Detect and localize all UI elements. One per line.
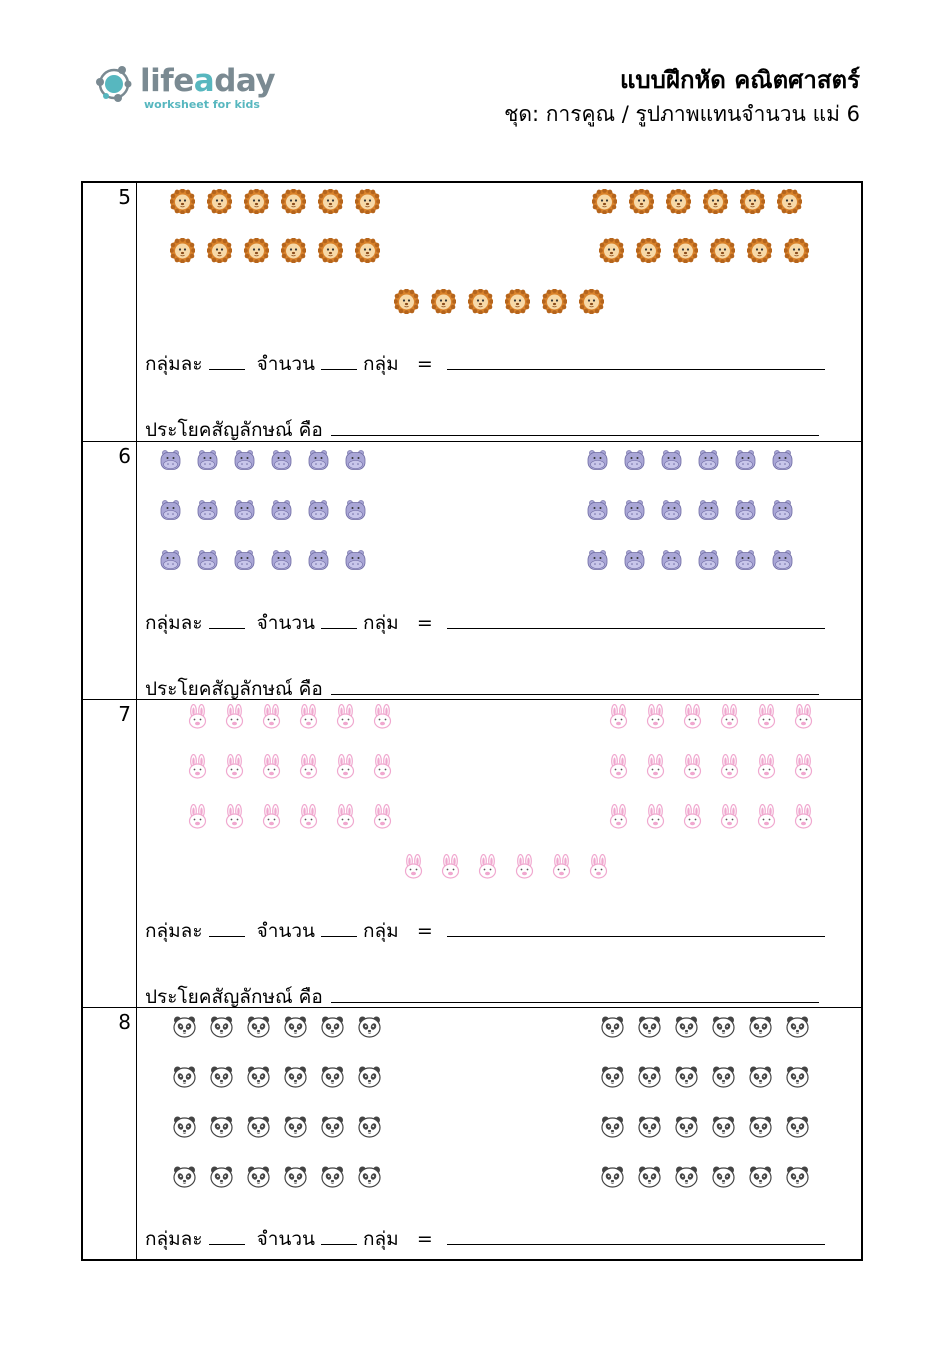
panda-icon (172, 1064, 197, 1089)
lion-icon (244, 189, 269, 214)
panda-icon (209, 1064, 234, 1089)
hippo-icon (622, 498, 647, 523)
groups-label: กลุ่ม (363, 920, 399, 942)
hippo-icon (585, 448, 610, 473)
problem-number: 8 (118, 1010, 131, 1034)
problem-5 (83, 183, 861, 441)
hippo-icon (696, 448, 721, 473)
hippo-icon (622, 448, 647, 473)
panda-icon (637, 1164, 662, 1189)
panda-icon (600, 1014, 625, 1039)
icon-group (592, 189, 802, 214)
lion-icon (207, 238, 232, 263)
panda-icon (600, 1164, 625, 1189)
answer-line (145, 608, 825, 638)
panda-icon (748, 1114, 773, 1139)
lion-icon (599, 238, 624, 263)
group-count-blank[interactable] (321, 1243, 357, 1245)
hippo-icon (659, 498, 684, 523)
group-count-blank[interactable] (321, 935, 357, 937)
panda-icon (320, 1014, 345, 1039)
icon-group (172, 1114, 382, 1139)
panda-icon (283, 1114, 308, 1139)
per-group-label: กลุ่มละ (145, 1228, 203, 1250)
lion-icon (777, 189, 802, 214)
sentence-blank[interactable] (331, 434, 819, 436)
panda-icon (674, 1064, 699, 1089)
panda-icon (320, 1164, 345, 1189)
icon-group (600, 1164, 810, 1189)
rabbit-icon (717, 754, 742, 779)
answer-blank[interactable] (447, 1243, 825, 1245)
worksheet-subtitle: ชุด: การคูณ / รูปภาพแทนจำนวน แม่ 6 (504, 102, 860, 126)
amount-label: จำนวน (256, 1228, 316, 1250)
icon-group (172, 1064, 382, 1089)
rabbit-icon (296, 754, 321, 779)
equals-sign: = (416, 920, 433, 942)
panda-icon (674, 1164, 699, 1189)
panda-icon (637, 1014, 662, 1039)
equals-sign: = (416, 1228, 433, 1250)
rabbit-icon (222, 754, 247, 779)
per-group-blank[interactable] (209, 935, 245, 937)
problem-number: 5 (118, 185, 131, 209)
panda-icon (320, 1064, 345, 1089)
lion-icon (170, 189, 195, 214)
lion-icon (431, 289, 456, 314)
rabbit-icon (680, 804, 705, 829)
hippo-icon (269, 448, 294, 473)
rabbit-icon (259, 754, 284, 779)
rabbit-icon (333, 704, 358, 729)
lion-icon (784, 238, 809, 263)
panda-icon (172, 1164, 197, 1189)
rabbit-icon (754, 804, 779, 829)
hippo-icon (585, 498, 610, 523)
brand-tagline: worksheet for kids (144, 98, 260, 111)
sentence-label: ประโยคสัญลักษณ์ คือ (145, 419, 323, 441)
hippo-icon (343, 448, 368, 473)
rabbit-icon (438, 854, 463, 879)
sentence-label: ประโยคสัญลักษณ์ คือ (145, 678, 323, 700)
rabbit-icon (185, 804, 210, 829)
panda-icon (209, 1114, 234, 1139)
rabbit-icon (296, 704, 321, 729)
panda-icon (246, 1014, 271, 1039)
groups-label: กลุ่ม (363, 1228, 399, 1250)
panda-icon (748, 1164, 773, 1189)
panda-icon (674, 1114, 699, 1139)
panda-icon (246, 1164, 271, 1189)
panda-icon (748, 1014, 773, 1039)
rabbit-icon (333, 754, 358, 779)
panda-icon (172, 1014, 197, 1039)
panda-icon (283, 1164, 308, 1189)
hippo-icon (696, 498, 721, 523)
answer-line (145, 1224, 825, 1254)
answer-line (145, 916, 825, 946)
lion-icon (505, 289, 530, 314)
lion-icon (542, 289, 567, 314)
lion-icon (710, 238, 735, 263)
rabbit-icon (717, 804, 742, 829)
brand-logo (92, 62, 282, 114)
rabbit-icon (680, 704, 705, 729)
panda-icon (246, 1064, 271, 1089)
icon-group (600, 1064, 810, 1089)
rabbit-icon (185, 704, 210, 729)
rabbit-icon (333, 804, 358, 829)
panda-icon (246, 1114, 271, 1139)
rabbit-icon (185, 754, 210, 779)
icon-group (170, 238, 380, 263)
icon-group (185, 754, 395, 779)
rabbit-icon (643, 704, 668, 729)
hippo-icon (269, 548, 294, 573)
lion-icon (207, 189, 232, 214)
icon-group (606, 704, 816, 729)
panda-icon (785, 1014, 810, 1039)
lion-icon (592, 189, 617, 214)
panda-icon (711, 1014, 736, 1039)
lion-icon (281, 238, 306, 263)
lion-icon (747, 238, 772, 263)
lion-icon (355, 238, 380, 263)
lion-icon (468, 289, 493, 314)
groups-label: กลุ่ม (363, 612, 399, 634)
icon-group (185, 804, 395, 829)
panda-icon (357, 1114, 382, 1139)
amount-label: จำนวน (256, 612, 316, 634)
hippo-icon (306, 498, 331, 523)
icon-group (600, 1114, 810, 1139)
rabbit-icon (549, 854, 574, 879)
per-group-blank[interactable] (209, 368, 245, 370)
hippo-icon (232, 548, 257, 573)
lion-icon (318, 189, 343, 214)
per-group-blank[interactable] (209, 1243, 245, 1245)
panda-icon (357, 1064, 382, 1089)
lion-icon (636, 238, 661, 263)
hippo-icon (195, 498, 220, 523)
sentence-blank[interactable] (331, 693, 819, 695)
rabbit-icon (259, 704, 284, 729)
rabbit-icon (222, 704, 247, 729)
problem-number: 7 (118, 702, 131, 726)
hippo-icon (733, 448, 758, 473)
hippo-icon (158, 498, 183, 523)
rabbit-icon (259, 804, 284, 829)
panda-icon (600, 1064, 625, 1089)
icon-group (172, 1164, 382, 1189)
icon-group (401, 854, 611, 879)
icon-group (170, 189, 380, 214)
icon-group (606, 754, 816, 779)
hippo-icon (306, 448, 331, 473)
problem-number: 6 (118, 444, 131, 468)
per-group-label: กลุ่มละ (145, 920, 203, 942)
panda-icon (748, 1064, 773, 1089)
group-count-blank[interactable] (321, 368, 357, 370)
lion-icon (666, 189, 691, 214)
hippo-icon (195, 448, 220, 473)
panda-icon (711, 1114, 736, 1139)
icon-group (606, 804, 816, 829)
hippo-icon (158, 548, 183, 573)
rabbit-icon (791, 704, 816, 729)
per-group-label: กลุ่มละ (145, 353, 203, 375)
rabbit-icon (606, 704, 631, 729)
worksheet-title: แบบฝึกหัด คณิตศาสตร์ (619, 66, 860, 94)
rabbit-icon (791, 754, 816, 779)
panda-icon (785, 1064, 810, 1089)
lion-icon (629, 189, 654, 214)
panda-icon (637, 1064, 662, 1089)
problem-8 (83, 1007, 861, 1262)
rabbit-icon (401, 854, 426, 879)
hippo-icon (622, 548, 647, 573)
rabbit-icon (754, 704, 779, 729)
rabbit-icon (754, 754, 779, 779)
rabbit-icon (606, 804, 631, 829)
groups-label: กลุ่ม (363, 353, 399, 375)
hippo-icon (195, 548, 220, 573)
rabbit-icon (643, 754, 668, 779)
panda-icon (209, 1164, 234, 1189)
per-group-blank[interactable] (209, 627, 245, 629)
problem-7 (83, 699, 861, 1008)
hippo-icon (770, 448, 795, 473)
answer-blank[interactable] (447, 935, 825, 937)
panda-icon (637, 1114, 662, 1139)
lion-icon (673, 238, 698, 263)
rabbit-icon (370, 804, 395, 829)
hippo-icon (269, 498, 294, 523)
equals-sign: = (416, 353, 433, 375)
amount-label: จำนวน (256, 920, 316, 942)
panda-icon (600, 1114, 625, 1139)
lion-icon (281, 189, 306, 214)
icon-group (172, 1014, 382, 1039)
hippo-icon (306, 548, 331, 573)
rabbit-icon (586, 854, 611, 879)
panda-icon (674, 1014, 699, 1039)
molecule-logo-icon (92, 62, 138, 108)
icon-group (600, 1014, 810, 1039)
rabbit-icon (475, 854, 500, 879)
problem-6 (83, 441, 861, 700)
lion-icon (318, 238, 343, 263)
hippo-icon (659, 548, 684, 573)
lion-icon (355, 189, 380, 214)
hippo-icon (343, 498, 368, 523)
rabbit-icon (717, 704, 742, 729)
panda-icon (711, 1064, 736, 1089)
sentence-blank[interactable] (331, 1001, 819, 1003)
hippo-icon (770, 498, 795, 523)
rabbit-icon (680, 754, 705, 779)
hippo-icon (696, 548, 721, 573)
panda-icon (172, 1114, 197, 1139)
answer-blank[interactable] (447, 627, 825, 629)
rabbit-icon (512, 854, 537, 879)
hippo-icon (232, 498, 257, 523)
panda-icon (209, 1014, 234, 1039)
hippo-icon (659, 448, 684, 473)
lion-icon (244, 238, 269, 263)
hippo-icon (232, 448, 257, 473)
icon-group (585, 448, 795, 473)
rabbit-icon (643, 804, 668, 829)
lion-icon (703, 189, 728, 214)
rabbit-icon (370, 754, 395, 779)
icon-group (185, 704, 395, 729)
lion-icon (579, 289, 604, 314)
panda-icon (785, 1164, 810, 1189)
icon-group (158, 448, 368, 473)
rabbit-icon (606, 754, 631, 779)
icon-group (158, 548, 368, 573)
icon-group (158, 498, 368, 523)
panda-icon (283, 1064, 308, 1089)
panda-icon (711, 1164, 736, 1189)
lion-icon (394, 289, 419, 314)
answer-blank[interactable] (447, 368, 825, 370)
panda-icon (785, 1114, 810, 1139)
rabbit-icon (791, 804, 816, 829)
amount-label: จำนวน (256, 353, 316, 375)
answer-line (145, 349, 825, 379)
per-group-label: กลุ่มละ (145, 612, 203, 634)
hippo-icon (585, 548, 610, 573)
hippo-icon (733, 498, 758, 523)
equals-sign: = (416, 612, 433, 634)
rabbit-icon (370, 704, 395, 729)
group-count-blank[interactable] (321, 627, 357, 629)
icon-group (394, 289, 604, 314)
hippo-icon (733, 548, 758, 573)
panda-icon (357, 1164, 382, 1189)
hippo-icon (770, 548, 795, 573)
icon-group (599, 238, 809, 263)
panda-icon (283, 1014, 308, 1039)
brand-name: lifeaday (140, 63, 276, 99)
lion-icon (740, 189, 765, 214)
panda-icon (320, 1114, 345, 1139)
hippo-icon (343, 548, 368, 573)
rabbit-icon (296, 804, 321, 829)
rabbit-icon (222, 804, 247, 829)
worksheet-table (81, 181, 863, 1261)
lion-icon (170, 238, 195, 263)
icon-group (585, 498, 795, 523)
sentence-label: ประโยคสัญลักษณ์ คือ (145, 986, 323, 1008)
panda-icon (357, 1014, 382, 1039)
hippo-icon (158, 448, 183, 473)
icon-group (585, 548, 795, 573)
